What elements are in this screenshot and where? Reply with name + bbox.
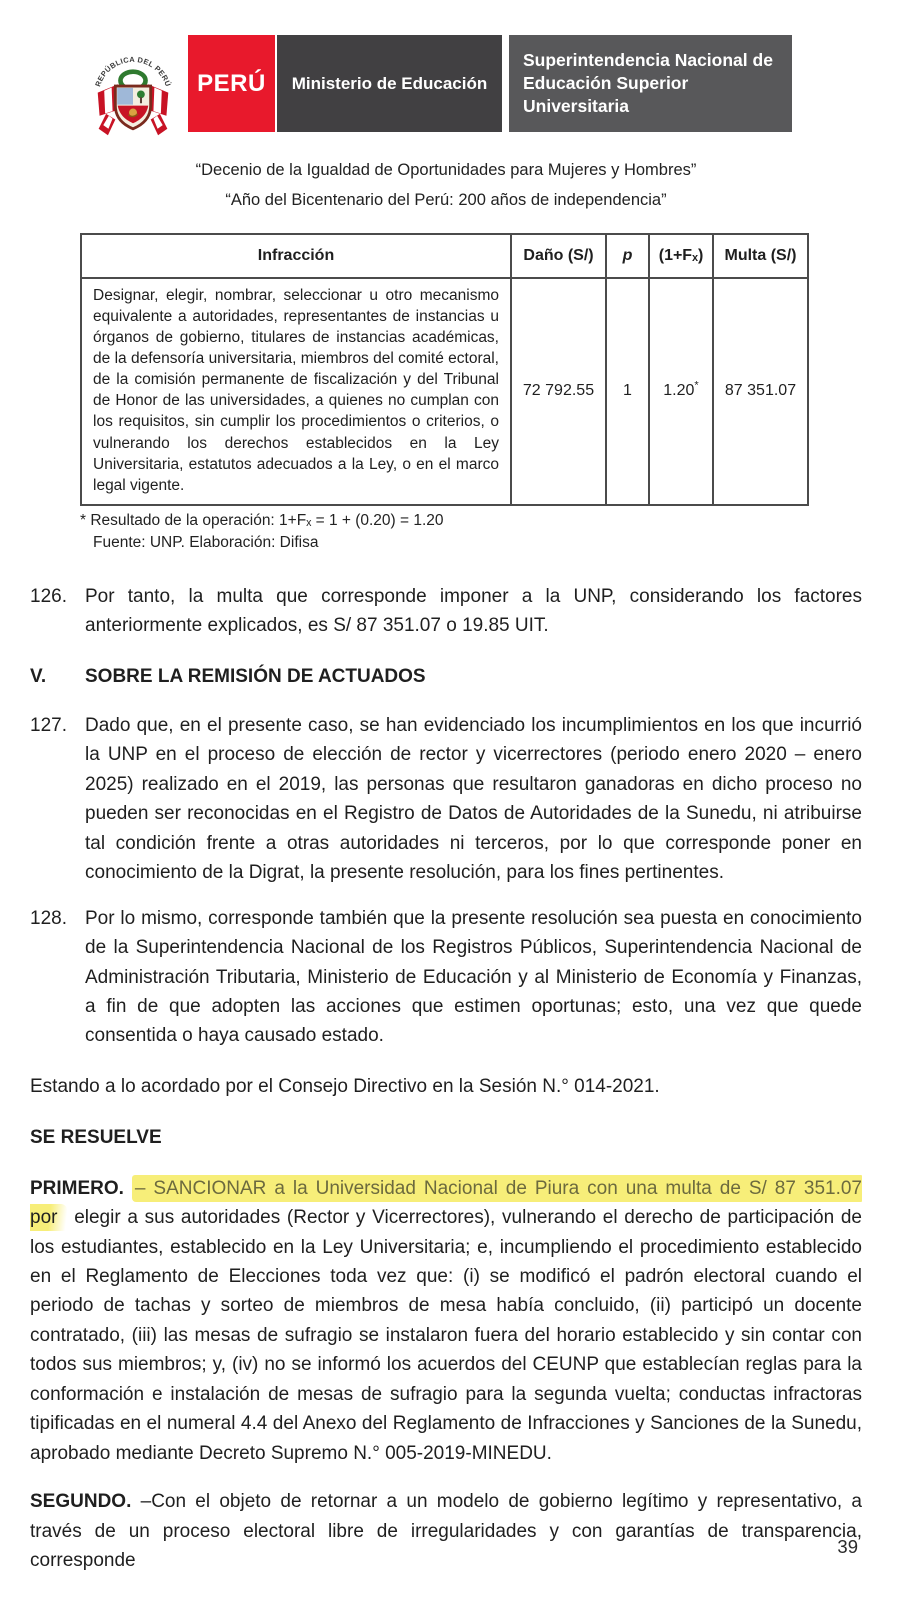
paragraph-126-text: Por tanto, la multa que corresponde imponer a la UNP, considerando los factores anteriormente explicados, es S/ 87 351.07 o 19.85 UIT. — [85, 585, 862, 637]
page-number: 39 — [837, 1536, 858, 1557]
paragraph-128 — [30, 904, 862, 1051]
table-footnotes — [80, 510, 862, 555]
paragraph-127-text: Dado que, en el presente caso, se han evidenciado los incumplimientos en los que incurrió la UNP en el proceso de elección de rector y vicerrectores (periodo enero 2020 – enero 2025) realizado en el 2019, las personas que resultaron ganadoras en dicho proceso no pueden ser reconocidas en el Registro de Datos de Autoridades de la Sunedu, ni atribuirse tal condición frente a otras autoridades ni terceros, por lo que corresponde poner en conocimiento de la Digrat, la presente resolución, para los fines pertinentes. — [85, 715, 862, 884]
primero-label: PRIMERO. — [30, 1177, 124, 1199]
factor-asterisk: * — [694, 380, 699, 393]
se-resuelve-heading: SE RESUELVE — [30, 1127, 162, 1149]
footnote-source: Fuente: UNP. Elaboración: Difisa — [93, 534, 319, 552]
paragraph-127 — [30, 711, 862, 888]
estando-paragraph: Estando a lo acordado por el Consejo Directivo en la Sesión N.° 014-2021. — [30, 1075, 660, 1097]
section-v-heading — [30, 662, 862, 691]
coat-arc-label: REPÚBLICA DEL PERÚ — [93, 54, 173, 88]
col-header-dano: Daño (S/) — [511, 234, 606, 278]
cell-multa: 87 351.07 — [713, 278, 808, 505]
col-header-multa: Multa (S/) — [713, 234, 808, 278]
cell-factor — [649, 278, 713, 505]
segundo-body-text: –Con el objeto de retornar a un modelo de gobierno legítimo y representativo, a través de un proceso electoral libre de irregularidades y con garantías de transparencia, corresponde — [30, 1491, 863, 1571]
resolution-segundo — [30, 1487, 862, 1575]
shield-icon — [115, 86, 150, 129]
cell-dano: 72 792.55 — [511, 278, 606, 505]
resolution-primero — [30, 1174, 862, 1468]
sunedu-banner-line2: Educación Superior Universitaria — [523, 72, 689, 117]
col-header-p — [606, 234, 649, 278]
mottos — [30, 161, 862, 210]
section-v-number: V. — [30, 665, 47, 687]
sunedu-banner — [509, 35, 792, 132]
table-row — [81, 278, 808, 505]
peru-red-banner: PERÚ — [188, 35, 275, 132]
section-v-title: SOBRE LA REMISIÓN DE ACTUADOS — [85, 665, 426, 687]
col-header-infraccion: Infracción — [81, 234, 511, 278]
paragraph-126-number: 126. — [30, 585, 67, 607]
motto-decenio: “Decenio de la Igualdad de Oportunidades para Mujeres y Hombres” — [195, 161, 697, 179]
sunedu-banner-line1: Superintendencia Nacional de — [523, 49, 773, 70]
letterhead — [86, 35, 862, 139]
highlighted-sanction-text: – SANCIONAR a la Universidad Nacional de Piura con una multa de S/ 87 351.07 — [132, 1175, 862, 1202]
footnote-operation: * Resultado de la operación: 1+Fₓ = 1 + (0.20) = 1.20 — [80, 511, 444, 529]
highlight-tail-text: por — [30, 1204, 67, 1231]
primero-body-text: elegir a sus autoridades (Rector y Vicerrectores), vulnerando el derecho de participación de los estudiantes, establecido en la Ley Universitaria; e, incumpliendo el procedimiento establecido en el Reglamento de Elecciones toda vez que: (i) se modificó el padrón electoral cuando el periodo de tachas y sorteo de miembros de mesa había concluido, (ii) participó un docente contratado, (iii) las mesas de sufragio se instalaron fuera del horario establecido y sin contar con todos sus miembros; y, (iv) no se informó los acuerdos del CEUNP que establecían reglas para la conformación e instalación de mesas de sufragio para la segunda vuelta; conductas infractoras tipificadas en el numeral 4.4 del Anexo del Reglamento de Infracciones y Sanciones de la Sunedu, aprobado mediante Decreto Supremo N.° 005-2019-MINEDU. — [30, 1207, 863, 1464]
motto-bicentenario: “Año del Bicentenario del Perú: 200 años de independencia” — [225, 191, 667, 209]
paragraph-127-number: 127. — [30, 715, 67, 737]
paragraph-128-number: 128. — [30, 907, 67, 929]
segundo-label: SEGUNDO. — [30, 1491, 132, 1513]
paragraph-126 — [30, 582, 862, 641]
table-header-row — [81, 234, 808, 278]
p-symbol: p — [622, 247, 633, 264]
cell-p: 1 — [606, 278, 649, 505]
paragraph-128-text: Por lo mismo, corresponde también que la presente resolución sea puesta en conocimiento de la Superintendencia Nacional de los Registros Públicos, Superintendencia Nacional de Administración Tributaria, Ministerio de Educación y al Ministerio de Economía y Finanzas, a fin de que adopten las acciones que estimen oportunas; esto, una vez que quede consentida o haya causado estado. — [85, 907, 862, 1047]
ministry-banner: Ministerio de Educación — [277, 35, 502, 132]
col-header-factor: (1+Fₓ) — [649, 234, 713, 278]
factor-value: 1.20 — [663, 382, 695, 400]
fine-table — [80, 233, 809, 506]
cell-infraccion: Designar, elegir, nombrar, seleccionar u otro mecanismo equivalente a autoridades, representantes de instancias u órganos de gobierno, titulares de instancias académicas, de la defensoría universitaria, miembros del comité ectoral, de la comisión permanente de fiscalización y del Tribunal de Honor de las universidades, a quienes no cumplan con los requisitos, sin cumplir los procedimientos o criterios, o vulnerando los derechos establecidos en la Ley Universitaria, estatutos adecuados a la Ley, o en el marco legal vigente. — [81, 278, 511, 505]
peru-coat-of-arms-icon — [86, 35, 180, 139]
